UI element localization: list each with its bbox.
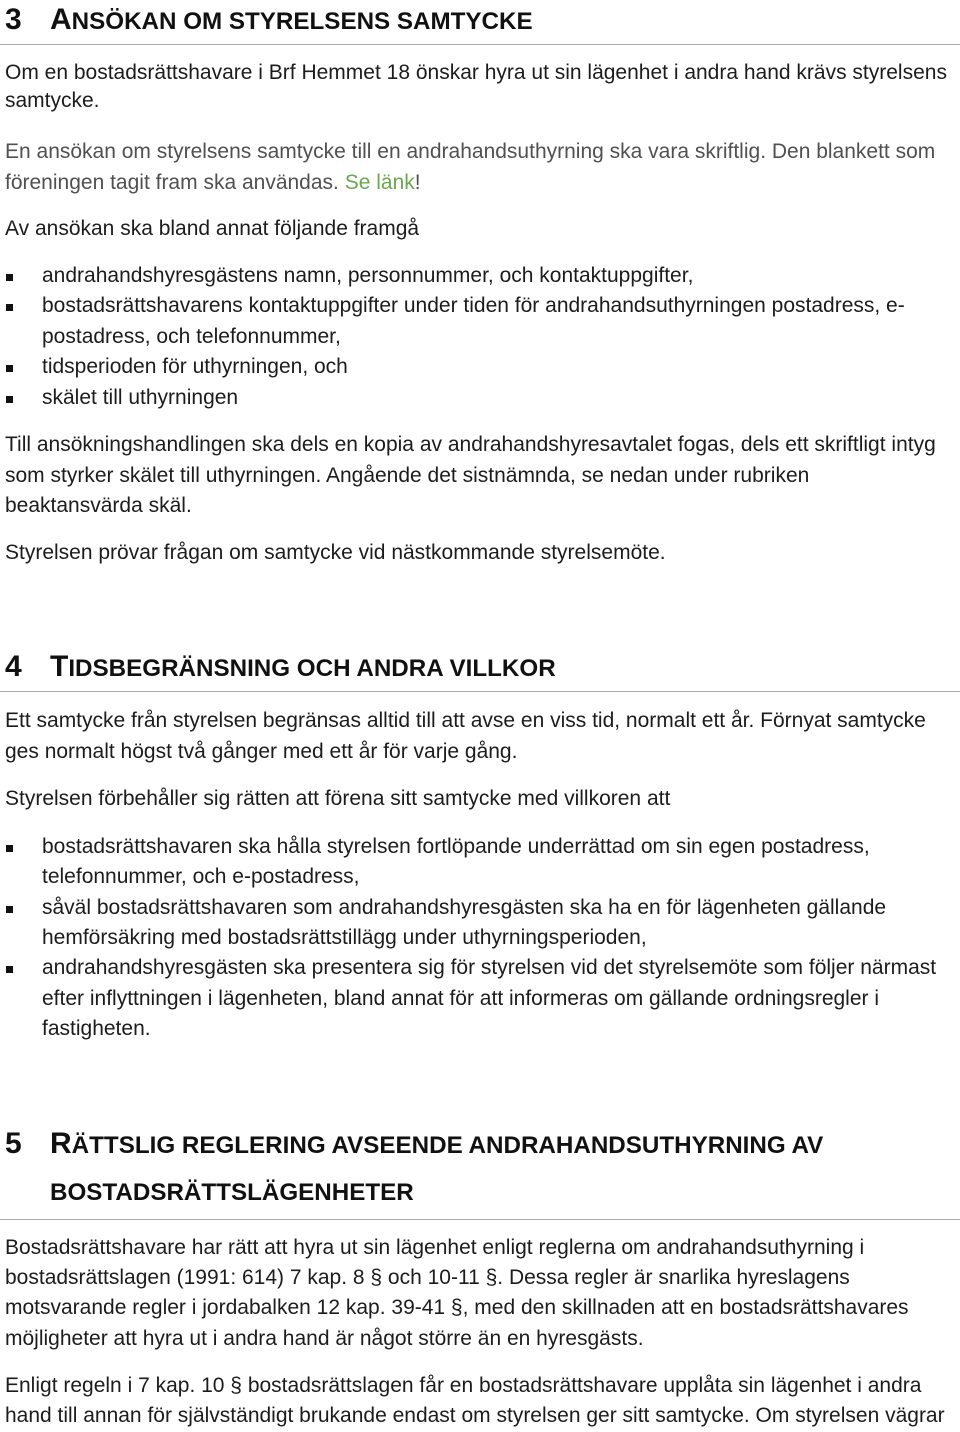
list-bullet-icon	[6, 274, 13, 281]
list-item: andrahandshyresgästen ska presentera sig för styrelsen vid det styrelsemöte som följer närmast	[42, 956, 937, 979]
paragraph-line: som styrker skälet till uthyrningen. Angående det sistnämnda, se nedan under rubriken	[5, 464, 810, 487]
section-5-heading	[5, 1129, 823, 1161]
list-bullet-icon	[6, 966, 13, 973]
paragraph-line: Till ansökningshandlingen ska dels en kopia av andrahandshyresavtalet fogas, dels ett skriftligt intyg	[5, 433, 936, 456]
paragraph-line: Styrelsen prövar frågan om samtycke vid nästkommande styrelsemöte.	[5, 541, 666, 564]
list-bullet-icon	[6, 906, 13, 913]
section-number: 4	[5, 650, 22, 683]
heading-rule	[0, 44, 960, 45]
paragraph-line: samtycke.	[5, 89, 100, 112]
paragraph-line: Ett samtycke från styrelsen begränsas alltid till att avse en viss tid, normalt ett år. Förnyat samtycke	[5, 709, 926, 732]
section-title: BOSTADSRÄTTSLÄGENHETER	[50, 1179, 414, 1206]
section-number: 5	[5, 1127, 22, 1160]
list-item-continuation: hemförsäkring med bostadsrättstillägg under uthyrningsperioden,	[42, 926, 647, 949]
paragraph-line: ges normalt högst två gånger med ett år för varje gång.	[5, 740, 518, 763]
paragraph-line: möjligheter att hyra ut i andra hand är något större än en hyresgästs.	[5, 1327, 644, 1350]
heading-rule	[0, 1219, 960, 1220]
list-item: skälet till uthyrningen	[42, 386, 239, 409]
list-intro: Styrelsen förbehåller sig rätten att förena sitt samtycke med villkoren att	[5, 787, 671, 810]
section-title: ANSÖKAN OM STYRELSENS SAMTYCKE	[50, 3, 533, 36]
paragraph-line: Enligt regeln i 7 kap. 10 § bostadsrättslagen får en bostadsrättshavare upplåta sin lägenhet i andra	[5, 1374, 922, 1397]
paragraph-line: motsvarande regler i jordabalken 12 kap. 39-41 §, med den skillnaden att en bostadsrättshavares	[5, 1296, 909, 1319]
paragraph-line: En ansökan om styrelsens samtycke till en andrahandsuthyrning ska vara skriftlig. Den blankett som	[5, 140, 936, 163]
paragraph-line-with-link	[5, 168, 421, 198]
list-bullet-icon	[6, 396, 13, 403]
list-item-continuation: fastigheten.	[42, 1017, 151, 1040]
paragraph-text: !	[414, 171, 421, 194]
section-title: TIDSBEGRÄNSNING OCH ANDRA VILLKOR	[50, 650, 556, 683]
paragraph-line: beaktansvärda skäl.	[5, 494, 192, 517]
form-link[interactable]: Se länk	[344, 171, 415, 194]
section-3-heading	[5, 5, 533, 37]
paragraph-line: Bostadsrättshavare har rätt att hyra ut sin lägenhet enligt reglerna om andrahandsuthyrning i	[5, 1236, 865, 1259]
section-number: 3	[5, 3, 22, 36]
list-intro: Av ansökan ska bland annat följande framgå	[5, 217, 420, 240]
paragraph-text: föreningen tagit fram ska användas.	[5, 171, 345, 194]
section-title: RÄTTSLIG REGLERING AVSEENDE ANDRAHANDSUTHYRNING AV	[50, 1127, 824, 1160]
paragraph-line: Om en bostadsrättshavare i Brf Hemmet 18 önskar hyra ut sin lägenhet i andra hand krävs styrelsens	[5, 61, 947, 84]
list-item: såväl bostadsrättshavaren som andrahandshyresgästen ska ha en för lägenheten gällande	[42, 896, 887, 919]
list-bullet-icon	[6, 304, 13, 311]
section-5-heading-continuation	[50, 1176, 414, 1208]
list-item: bostadsrättshavaren ska hålla styrelsen fortlöpande underrättad om sin egen postadress,	[42, 835, 870, 858]
list-item-continuation: telefonnummer, och e-postadress,	[42, 865, 360, 888]
heading-rule	[0, 691, 960, 692]
section-4-heading	[5, 652, 556, 684]
paragraph-line: bostadsrättslagen (1991: 614) 7 kap. 8 § och 10-11 §. Dessa regler är snarlika hyreslagens	[5, 1266, 850, 1289]
list-bullet-icon	[6, 365, 13, 372]
list-bullet-icon	[6, 845, 13, 852]
list-item: tidsperioden för uthyrningen, och	[42, 355, 348, 378]
list-item-continuation: efter inflyttningen i lägenheten, bland annat för att informeras om gällande ordningsregler i	[42, 987, 880, 1010]
list-item-continuation: postadress, och telefonnummer,	[42, 325, 341, 348]
list-item: andrahandshyresgästens namn, personnummer, och kontaktuppgifter,	[42, 264, 694, 287]
list-item: bostadsrättshavarens kontaktuppgifter under tiden för andrahandsuthyrningen postadress, e-	[42, 294, 905, 317]
paragraph-line: hand till annan för självständigt brukande endast om styrelsen ger sitt samtycke. Om styrelsen vägrar	[5, 1404, 945, 1427]
